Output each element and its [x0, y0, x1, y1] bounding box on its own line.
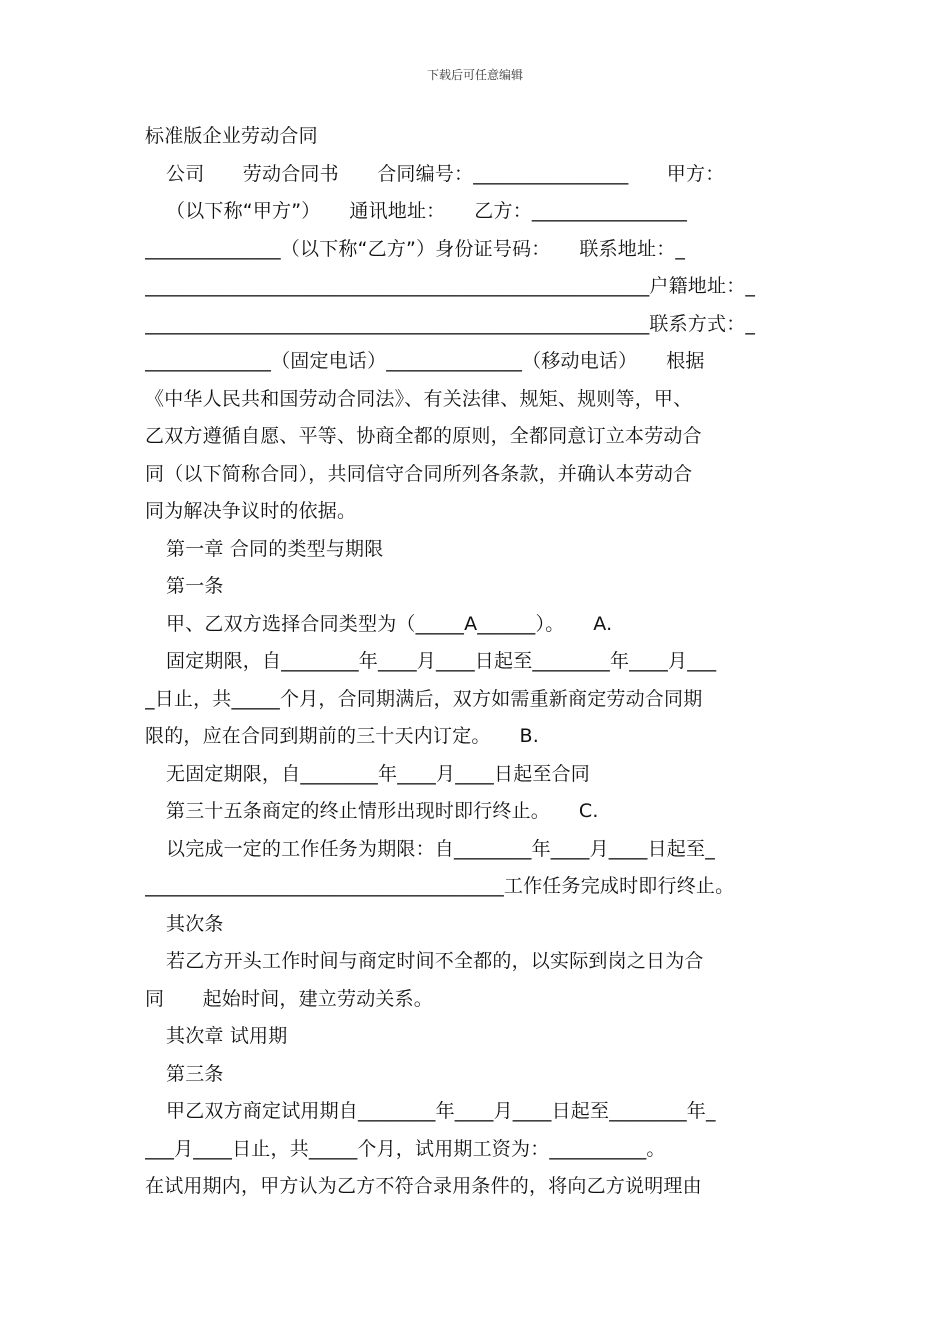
- text-line: ______________（以下称“乙方”）身份证号码： 联系地址：_: [145, 237, 686, 260]
- text-line: ____________________________________________________联系方式：_: [145, 312, 756, 335]
- text-line: 甲乙双方商定试用期自________年____月____日起至________年_: [166, 1100, 716, 1122]
- document-title: 标准版企业劳动合同: [145, 125, 318, 147]
- article-heading: 其次条: [166, 912, 224, 935]
- text-line: 固定期限，自________年____月____日起至________年____月___: [166, 650, 717, 672]
- text-line: 在试用期内，甲方认为乙方不符合录用条件的，将向乙方说明理由: [145, 1175, 702, 1197]
- text-line: 乙双方遵循自愿、平等、协商全都的原则，全都同意订立本劳动合: [145, 425, 702, 447]
- text-line: （以下称“甲方”） 通讯地址： 乙方：________________: [166, 200, 688, 222]
- text-line: 同为解决争议时的依据。: [145, 500, 357, 522]
- text-line: 若乙方开头工作时间与商定时间不全都的，以实际到岗之日为合: [166, 950, 704, 972]
- text-line: 《中华人民共和国劳动合同法》、有关法律、规矩、规则等，甲、: [145, 387, 693, 410]
- text-line: _____________________________________工作任务完成时即行终止。: [145, 875, 735, 897]
- contract-body: [145, 118, 810, 1206]
- text-line: _日止，共_____个月，合同期满后，双方如需重新商定劳动合同期: [145, 687, 703, 710]
- text-line: 限的，应在合同到期前的三十天内订定。 B.: [145, 725, 539, 747]
- text-line: 甲、乙双方选择合同类型为（_____A______）。 A.: [166, 612, 613, 635]
- text-line: 同 起始时间，建立劳动关系。: [145, 987, 434, 1010]
- text-line: ____________________________________________________户籍地址：_: [145, 275, 756, 297]
- chapter-heading: 其次章 试用期: [166, 1025, 288, 1047]
- text-line: 无固定期限，自________年____月____日起至合同: [166, 762, 591, 785]
- text-line: _____________（固定电话）______________（移动电话） 根据: [145, 350, 705, 372]
- chapter-heading: 第一章 合同的类型与期限: [166, 537, 384, 560]
- text-line: 第三十五条商定的终止情形出现时即行终止。 C.: [166, 800, 599, 822]
- text-line: 同（以下简称合同），共同信守合同所列各条款，并确认本劳动合: [145, 462, 693, 485]
- page-header-note: 下载后可任意编辑: [426, 68, 523, 82]
- article-heading: 第一条: [166, 575, 224, 597]
- article-heading: 第三条: [166, 1062, 224, 1085]
- text-line: 公司 劳动合同书 合同编号：________________ 甲方：: [166, 162, 725, 185]
- text-line: ___月____日止，共_____个月，试用期工资为：__________。: [145, 1137, 666, 1160]
- text-line: 以完成一定的工作任务为期限：自________年____月____日起至_: [166, 837, 715, 860]
